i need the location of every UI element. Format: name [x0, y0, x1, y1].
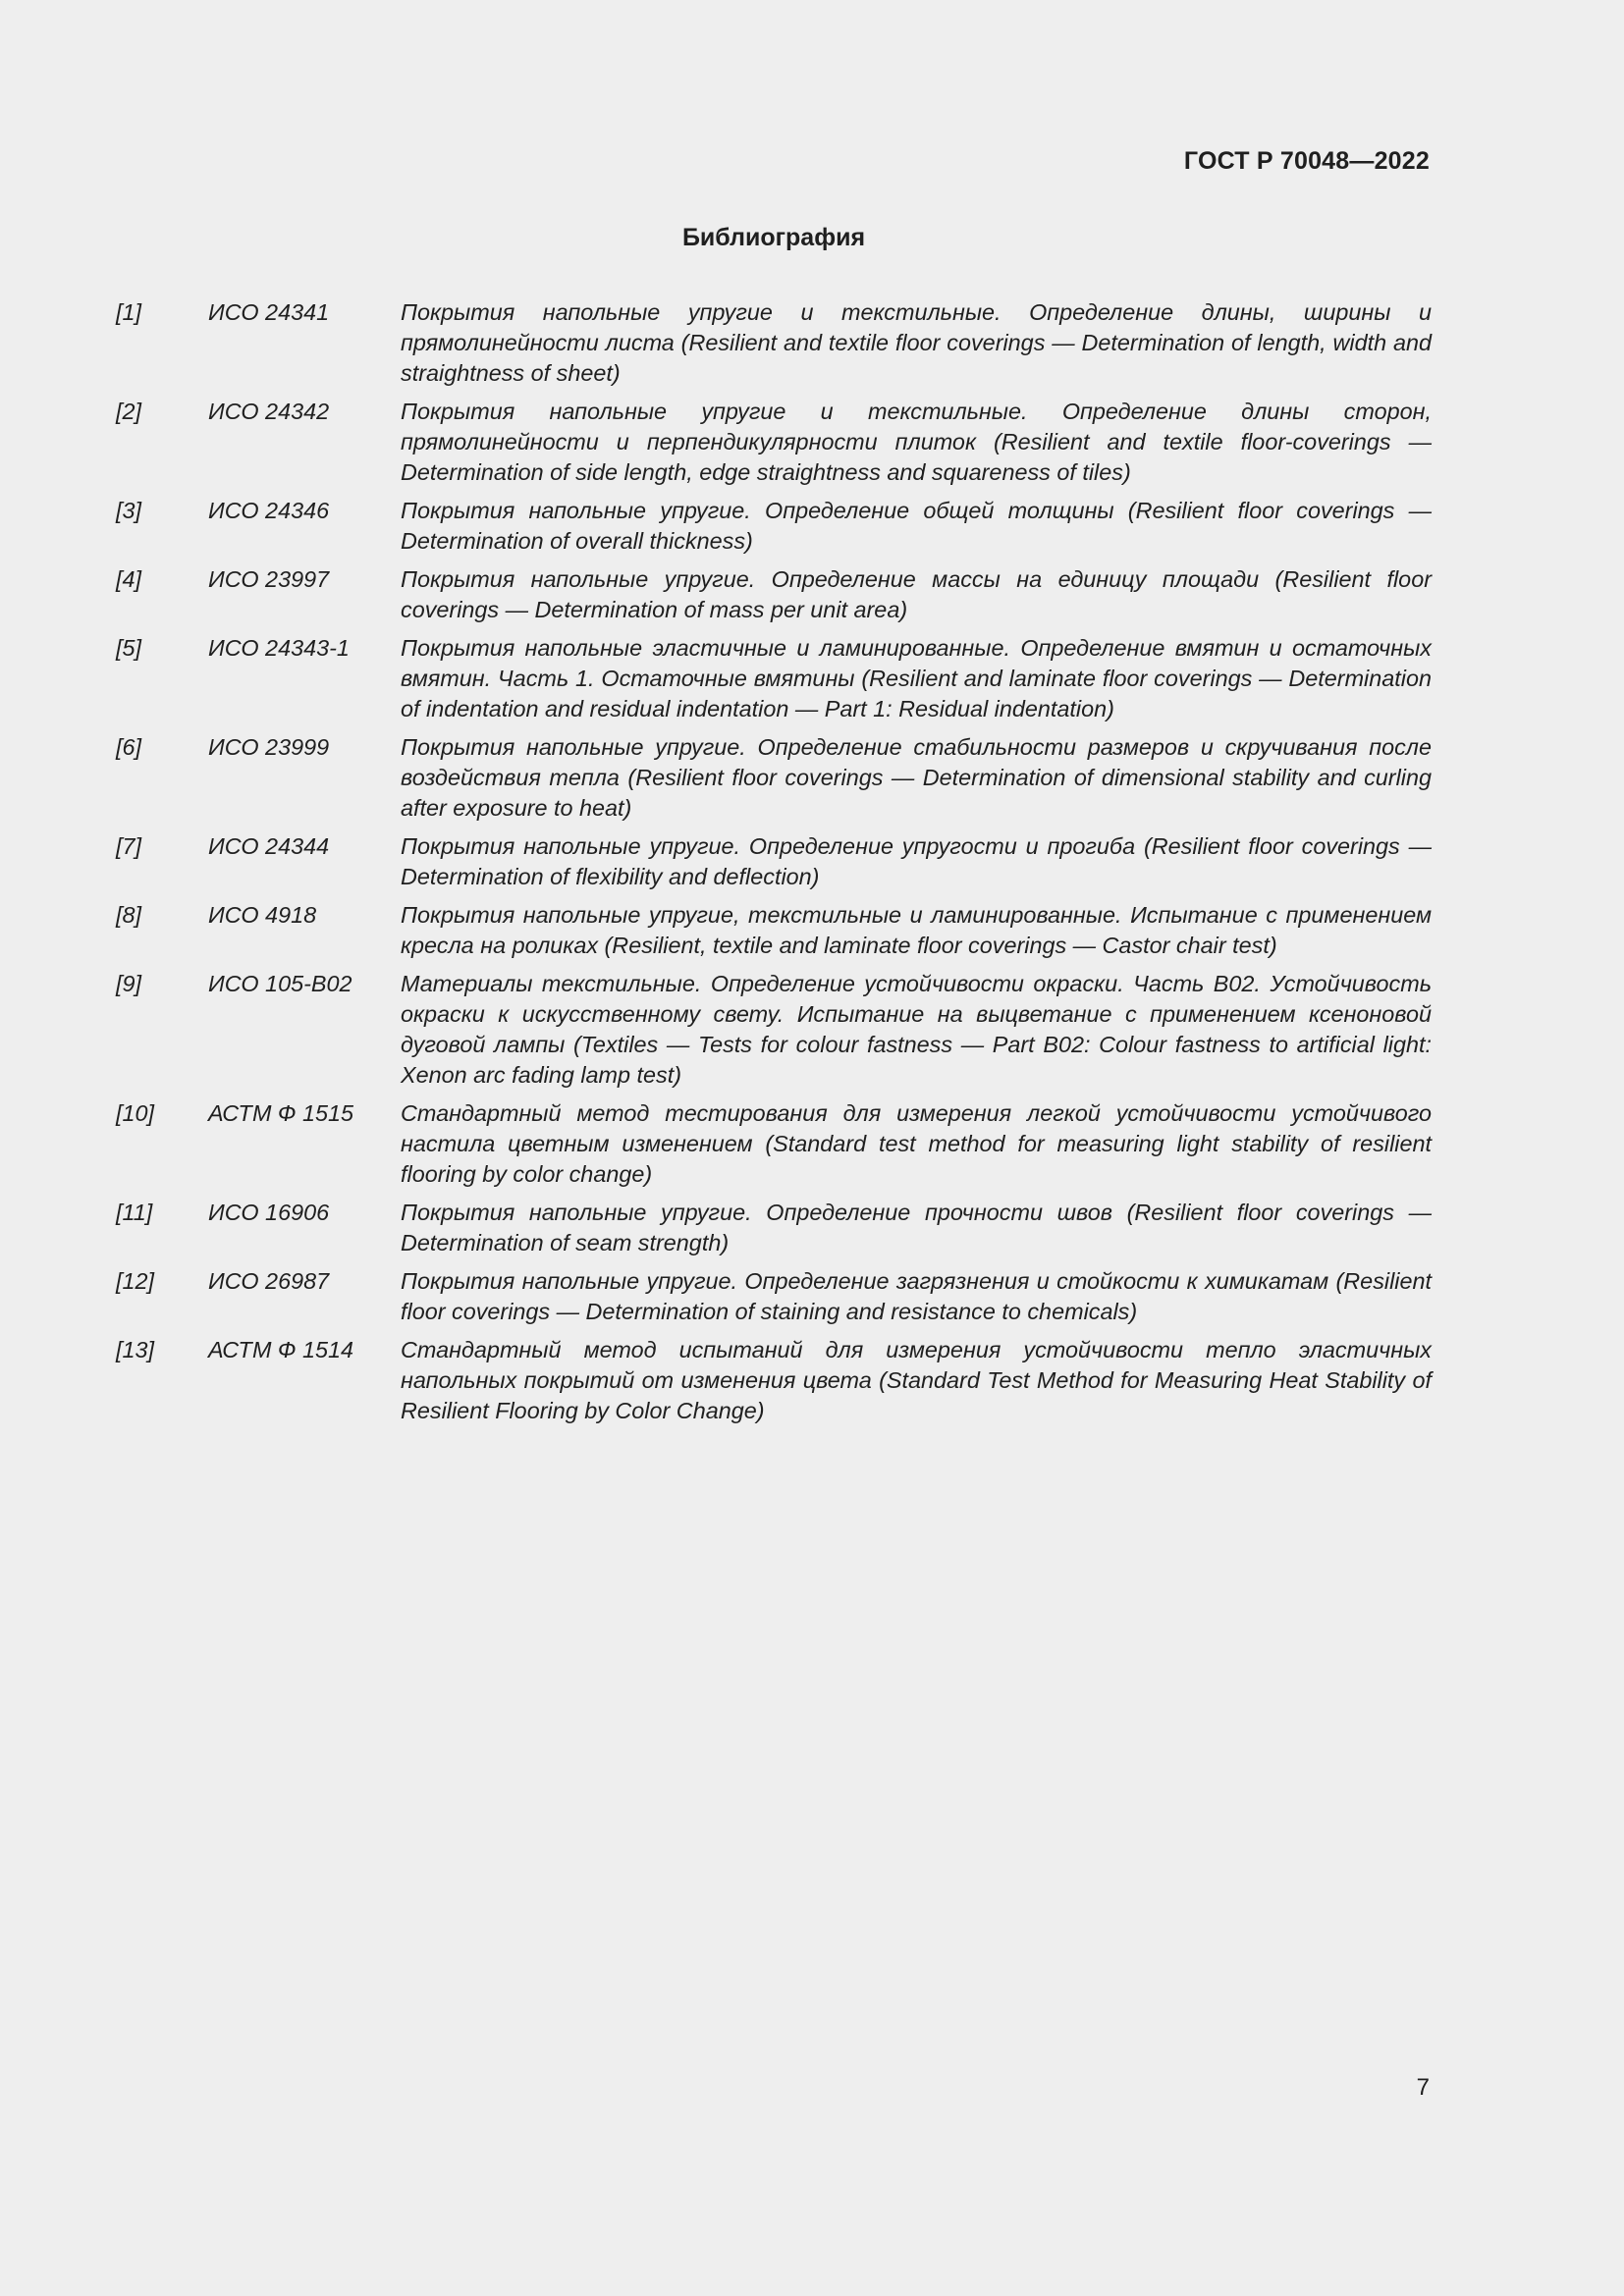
bibliography-entry: [116, 496, 1432, 557]
entry-number: [7]: [116, 833, 142, 859]
document-code: ГОСТ Р 70048—2022: [1183, 147, 1430, 175]
entry-number: [4]: [116, 566, 142, 592]
entry-standard: АСТМ Ф 1514: [208, 1337, 354, 1362]
bibliography-entry: [116, 297, 1432, 389]
entry-number: [9]: [116, 971, 142, 996]
entry-number: [6]: [116, 734, 142, 760]
entry-description: Материалы текстильные. Определение устойчивости окраски. Часть В02. Устойчивость окраски к искусственному свету. Испытание на выцветание с применением ксеноновой дуговой лампы (Textiles — Tests for colour fastness — Part B02: Colour fastness to artificial light: Xenon arc fading lamp test): [401, 971, 1432, 1088]
entry-number: [1]: [116, 299, 142, 325]
entry-number: [11]: [116, 1200, 153, 1225]
entry-description: Покрытия напольные упругие. Определение стабильности размеров и скручивания после воздействия тепла (Resilient floor coverings — Determination of dimensional stability and curling after exposure to heat): [401, 734, 1432, 821]
entry-number: [2]: [116, 399, 142, 424]
entry-number: [5]: [116, 635, 142, 661]
entry-standard: ИСО 4918: [208, 902, 317, 928]
entry-standard: ИСО 23997: [208, 566, 330, 592]
entry-standard: ИСО 24343-1: [208, 635, 350, 661]
section-title: Библиография: [681, 224, 866, 251]
entry-description: Покрытия напольные упругие. Определение упругости и прогиба (Resilient floor coverings — Determination of flexibility and deflection): [401, 833, 1432, 889]
bibliography-entry: [116, 900, 1432, 961]
bibliography-entry: [116, 1198, 1432, 1258]
entry-standard: ИСО 24342: [208, 399, 330, 424]
entry-standard: ИСО 105-В02: [208, 971, 352, 996]
bibliography-entry: [116, 1266, 1432, 1327]
entry-description: Покрытия напольные упругие. Определение массы на единицу площади (Resilient floor coverings — Determination of mass per unit area): [401, 566, 1432, 622]
entry-number: [12]: [116, 1268, 155, 1294]
bibliography-list: [116, 297, 1432, 1434]
entry-description: Стандартный метод тестирования для измерения легкой устойчивости устойчивого настила цветным изменением (Standard test method for measuring light stability of resilient flooring by color change): [401, 1100, 1432, 1187]
entry-standard: ИСО 24341: [208, 299, 330, 325]
bibliography-entry: [116, 1335, 1432, 1426]
entry-description: Покрытия напольные упругие и текстильные. Определение длины, ширины и прямолинейности листа (Resilient and textile floor coverings — Determination of length, width and straightness of sheet): [401, 299, 1432, 386]
entry-standard: ИСО 16906: [208, 1200, 330, 1225]
entry-description: Покрытия напольные упругие. Определение прочности швов (Resilient floor coverings — Determination of seam strength): [401, 1200, 1432, 1255]
bibliography-entry: [116, 1098, 1432, 1190]
entry-number: [13]: [116, 1337, 155, 1362]
entry-number: [8]: [116, 902, 142, 928]
entry-standard: ИСО 23999: [208, 734, 330, 760]
bibliography-entry: [116, 732, 1432, 824]
bibliography-entry: [116, 969, 1432, 1091]
bibliography-entry: [116, 397, 1432, 488]
entry-standard: ИСО 24346: [208, 498, 330, 523]
entry-description: Стандартный метод испытаний для измерения устойчивости тепло эластичных напольных покрытий от изменения цвета (Standard Test Method for Measuring Heat Stability of Resilient Flooring by Color Change): [401, 1337, 1432, 1423]
entry-description: Покрытия напольные упругие. Определение загрязнения и стойкости к химикатам (Resilient floor coverings — Determination of staining and resistance to chemicals): [401, 1268, 1432, 1324]
entry-standard: ИСО 24344: [208, 833, 330, 859]
bibliography-entry: [116, 564, 1432, 625]
entry-description: Покрытия напольные эластичные и ламинированные. Определение вмятин и остаточных вмятин. Часть 1. Остаточные вмятины (Resilient and laminate floor coverings — Determination of indentation and residual indentation — Part 1: Residual indentation): [401, 635, 1432, 721]
entry-standard: АСТМ Ф 1515: [208, 1100, 354, 1126]
page-number: 7: [1416, 2074, 1430, 2101]
entry-number: [3]: [116, 498, 142, 523]
bibliography-entry: [116, 633, 1432, 724]
entry-description: Покрытия напольные упругие. Определение общей толщины (Resilient floor coverings — Determination of overall thickness): [401, 498, 1432, 554]
entry-number: [10]: [116, 1100, 155, 1126]
bibliography-entry: [116, 831, 1432, 892]
entry-description: Покрытия напольные упругие и текстильные. Определение длины сторон, прямолинейности и перпендикулярности плиток (Resilient and textile floor-coverings — Determination of side length, edge straightness and squareness of tiles): [401, 399, 1432, 485]
entry-description: Покрытия напольные упругие, текстильные и ламинированные. Испытание с применением кресла на роликах (Resilient, textile and laminate floor coverings — Castor chair test): [401, 902, 1432, 958]
entry-standard: ИСО 26987: [208, 1268, 330, 1294]
